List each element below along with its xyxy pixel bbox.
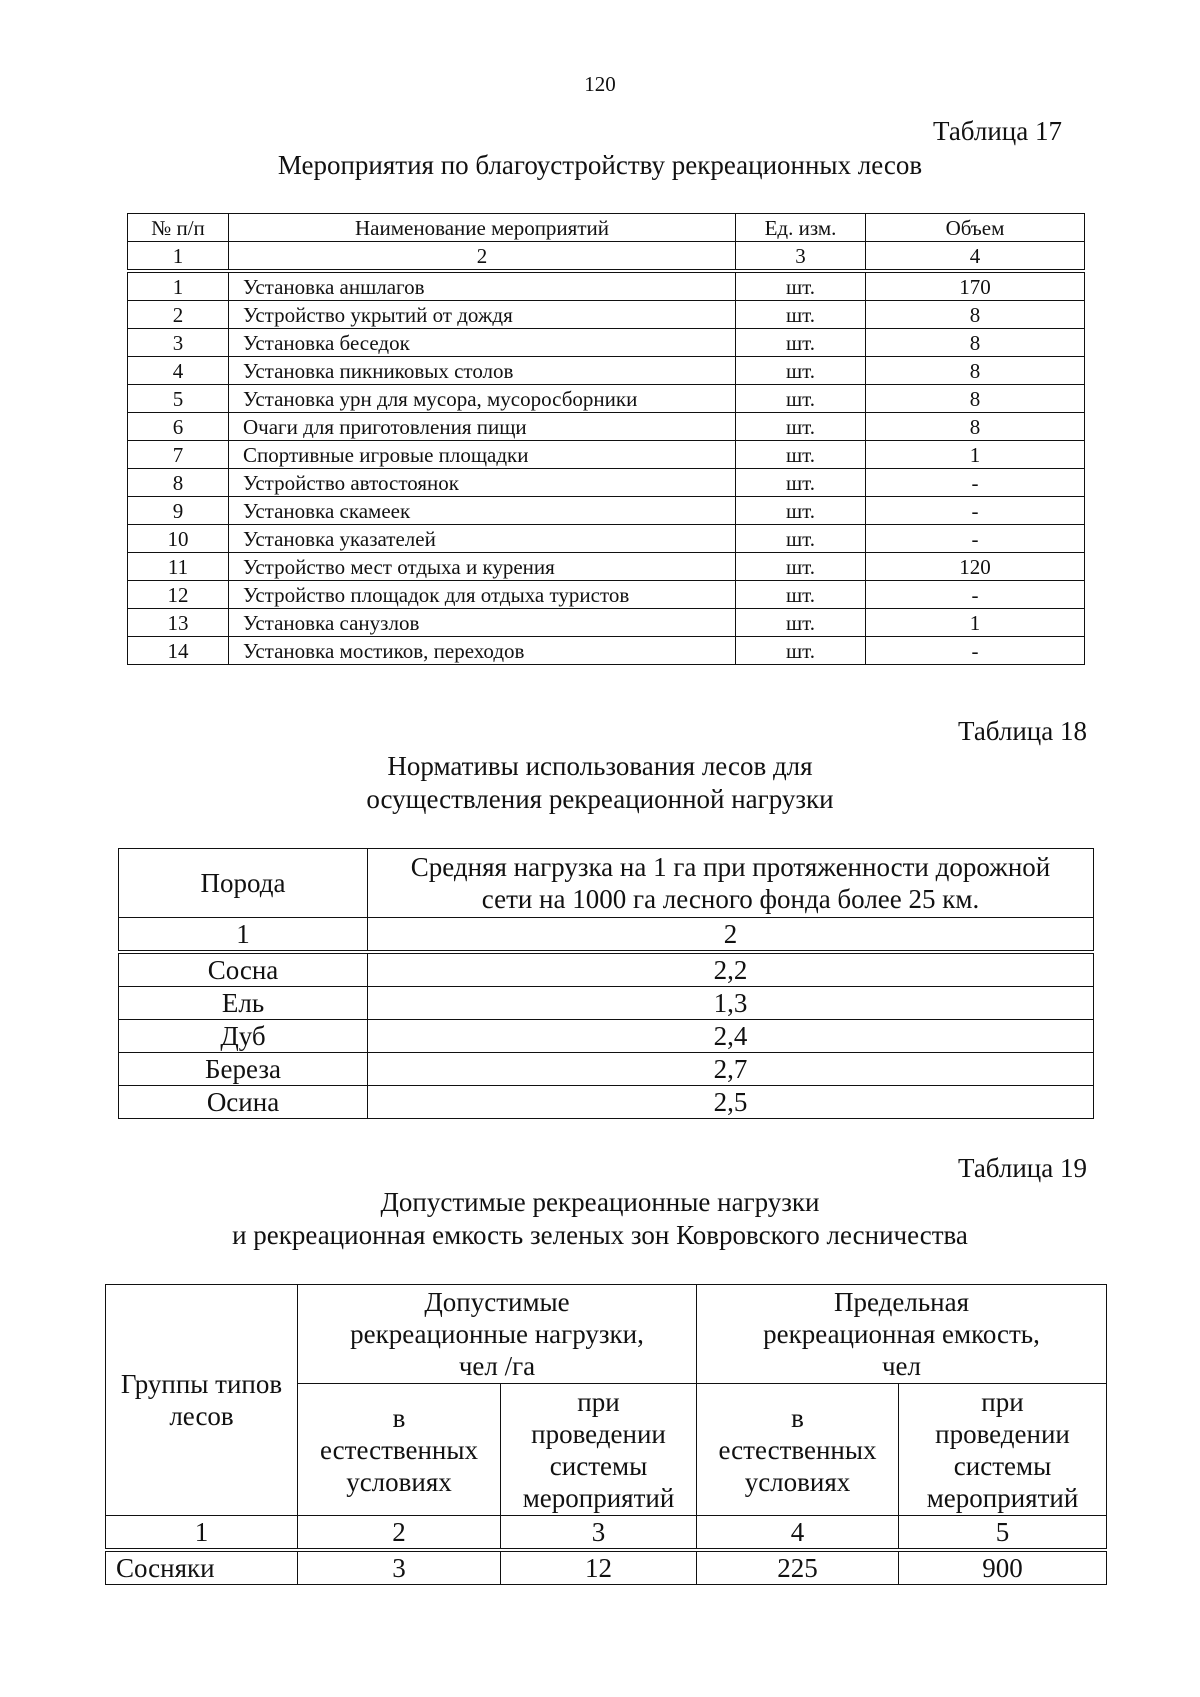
table19-header-text: в [791,1402,804,1433]
table17-row [128,413,1085,441]
table17-cell: шт. [736,553,866,581]
table19-row [106,1550,1107,1585]
table17-cell: Установка аншлагов [229,271,736,301]
table19-header-text: чел /га [458,1351,536,1381]
table19-column-number: 2 [298,1516,501,1551]
table17-row [128,385,1085,413]
table19-header-natural [298,1384,501,1516]
table19-column-number: 4 [697,1516,899,1551]
table17 [127,213,1085,665]
table18 [118,848,1094,1119]
table18-cell: Ель [119,987,368,1020]
table17-cell: - [866,525,1085,553]
table17-cell: 1 [866,441,1085,469]
table17-row [128,553,1085,581]
table19-header-text: рекреационная емкость, [763,1319,1040,1349]
table17-cell: Устройство мест отдыха и курения [229,553,736,581]
table18-row [119,987,1094,1020]
table19-header-text: мероприятий [522,1482,675,1513]
table18-cell: 1,3 [368,987,1094,1020]
table17-column-number: 1 [128,242,229,272]
table17-cell: Установка пикниковых столов [229,357,736,385]
table18-cell: Сосна [119,952,368,987]
table17-cell: шт. [736,357,866,385]
table17-cell: 8 [128,469,229,497]
table18-cell: 2,4 [368,1020,1094,1053]
table19-cell: 225 [697,1550,899,1585]
table19-header-text: рекреационные нагрузки, [350,1319,644,1349]
table18-cell: Береза [119,1053,368,1086]
table17-cell: шт. [736,497,866,525]
table19-header-text: лесов [169,1401,234,1431]
table17-cell: шт. [736,581,866,609]
table19-header-row1 [106,1285,1107,1384]
table17-cell: 14 [128,637,229,665]
table19-header-text: в [392,1402,406,1433]
table17-cell: 8 [866,413,1085,441]
table19-title-line2: и рекреационная емкость зеленых зон Ковровского лесничества [232,1220,968,1250]
table17-caption: Таблица 17 [933,116,1062,146]
table19-header-natural [697,1384,899,1516]
table19-header-text: системы [549,1450,648,1481]
table18-header-load-line2: сети на 1000 га лесного фонда более 25 км. [481,884,980,914]
table17-cell: 1 [866,609,1085,637]
table17-cell: Установка мостиков, переходов [229,637,736,665]
table17-cell: Установка скамеек [229,497,736,525]
table18-cell: 2,2 [368,952,1094,987]
table17-cell: шт. [736,385,866,413]
table17-cell: 13 [128,609,229,637]
table17-header-cell: № п/п [128,214,229,242]
page-number: 120 [584,72,616,96]
table17-row [128,301,1085,329]
table17-cell: шт. [736,441,866,469]
table19-cell: 3 [298,1550,501,1585]
table19-header-text: мероприятий [926,1482,1079,1513]
table18-header-load [368,849,1094,918]
table17-cell: Установка санузлов [229,609,736,637]
table17-header-cell: Объем [866,214,1085,242]
table17-cell: шт. [736,329,866,357]
table17-cell: 9 [128,497,229,525]
table17-row [128,525,1085,553]
table18-caption: Таблица 18 [958,716,1087,746]
table17-column-number: 3 [736,242,866,272]
table17-cell: 120 [866,553,1085,581]
table18-row [119,1020,1094,1053]
table19-header-forest-groups [106,1285,298,1516]
table17-cell: 3 [128,329,229,357]
table17-cell: 8 [866,357,1085,385]
table18-cell: Осина [119,1086,368,1119]
table17-cell: шт. [736,525,866,553]
table17-column-number: 4 [866,242,1085,272]
table17-cell: 10 [128,525,229,553]
table17-cell: 1 [128,271,229,301]
table17-cell: 7 [128,441,229,469]
table19-header-text: Предельная [834,1287,969,1317]
table19-header-text: проведении [935,1418,1070,1449]
table18-row [119,1053,1094,1086]
table17-cell: 8 [866,329,1085,357]
table17-cell: 12 [128,581,229,609]
table17-title: Мероприятия по благоустройству рекреационных лесов [277,150,923,180]
table17-cell: шт. [736,609,866,637]
table18-title-line2: осуществления рекреационной нагрузки [366,784,834,814]
table19-header-measures [899,1384,1107,1516]
table19-header-text: проведении [531,1418,666,1449]
table17-row [128,581,1085,609]
table17-row [128,609,1085,637]
table17-cell: шт. [736,413,866,441]
table17-column-number: 2 [229,242,736,272]
table18-column-number: 2 [368,918,1094,953]
table17-cell: 5 [128,385,229,413]
table19-column-numbers-row [106,1516,1107,1551]
table18-column-number: 1 [119,918,368,953]
table17-header-row [128,214,1085,242]
table19-header-capacity [697,1285,1107,1384]
table17-row [128,497,1085,525]
table17-cell: Очаги для приготовления пищи [229,413,736,441]
table18-header-load-line1: Средняя нагрузка на 1 га при протяженности дорожной [410,852,1051,882]
table17-cell: шт. [736,301,866,329]
table17-cell: шт. [736,271,866,301]
table18-cell: 2,5 [368,1086,1094,1119]
table17-cell: 11 [128,553,229,581]
table17-cell: Установка урн для мусора, мусоросборники [229,385,736,413]
table17-cell: Устройство автостоянок [229,469,736,497]
table19-cell: 12 [501,1550,697,1585]
table17-cell: - [866,637,1085,665]
table19-header-text: системы [953,1450,1052,1481]
table17-cell: Установка указателей [229,525,736,553]
table17-cell: 8 [866,385,1085,413]
table17-cell: шт. [736,469,866,497]
table17-cell: Устройство площадок для отдыха туристов [229,581,736,609]
table19-cell: 900 [899,1550,1107,1585]
table19-header-text: естественных [718,1434,877,1465]
table17-row [128,637,1085,665]
table18-row [119,1086,1094,1119]
table18-row [119,952,1094,987]
table18-cell: Дуб [119,1020,368,1053]
table19-column-number: 1 [106,1516,298,1551]
table17-cell: 170 [866,271,1085,301]
table19-header-text: условиях [744,1466,851,1497]
table17-header-cell: Наименование мероприятий [229,214,736,242]
table17-cell: 2 [128,301,229,329]
table19-header-text: Группы типов [120,1369,283,1399]
table19-header-text: при [981,1386,1024,1417]
table19-column-number: 5 [899,1516,1107,1551]
table19-header-text: естественных [320,1434,478,1465]
table17-cell: - [866,469,1085,497]
table18-header-row [119,849,1094,918]
table17-row [128,469,1085,497]
table19-header-text: при [577,1386,620,1417]
table19-header-text: условиях [346,1466,452,1497]
table17-cell: 4 [128,357,229,385]
table19-cell: Сосняки [106,1550,298,1585]
table19 [105,1284,1107,1585]
table17-cell: Спортивные игровые площадки [229,441,736,469]
table17-cell: Устройство укрытий от дождя [229,301,736,329]
table17-row [128,441,1085,469]
table19-title-line1: Допустимые рекреационные нагрузки [380,1187,820,1217]
table19-column-number: 3 [501,1516,697,1551]
table17-row [128,271,1085,301]
table18-header-breed: Порода [119,849,368,918]
table18-cell: 2,7 [368,1053,1094,1086]
table19-caption: Таблица 19 [958,1153,1087,1183]
table19-header-text: Допустимые [424,1287,570,1317]
table17-cell: Установка беседок [229,329,736,357]
table17-header-cell: Ед. изм. [736,214,866,242]
table17-row [128,357,1085,385]
table17-cell: 8 [866,301,1085,329]
table17-column-numbers-row [128,242,1085,272]
table17-cell: 6 [128,413,229,441]
table19-header-permissible-loads [298,1285,697,1384]
table17-row [128,329,1085,357]
table18-column-numbers-row [119,918,1094,953]
table19-header-text: чел [881,1351,922,1381]
table19-header-measures [501,1384,697,1516]
table18-title-line1: Нормативы использования лесов для [387,751,813,781]
table17-cell: - [866,581,1085,609]
table17-cell: шт. [736,637,866,665]
table17-cell: - [866,497,1085,525]
